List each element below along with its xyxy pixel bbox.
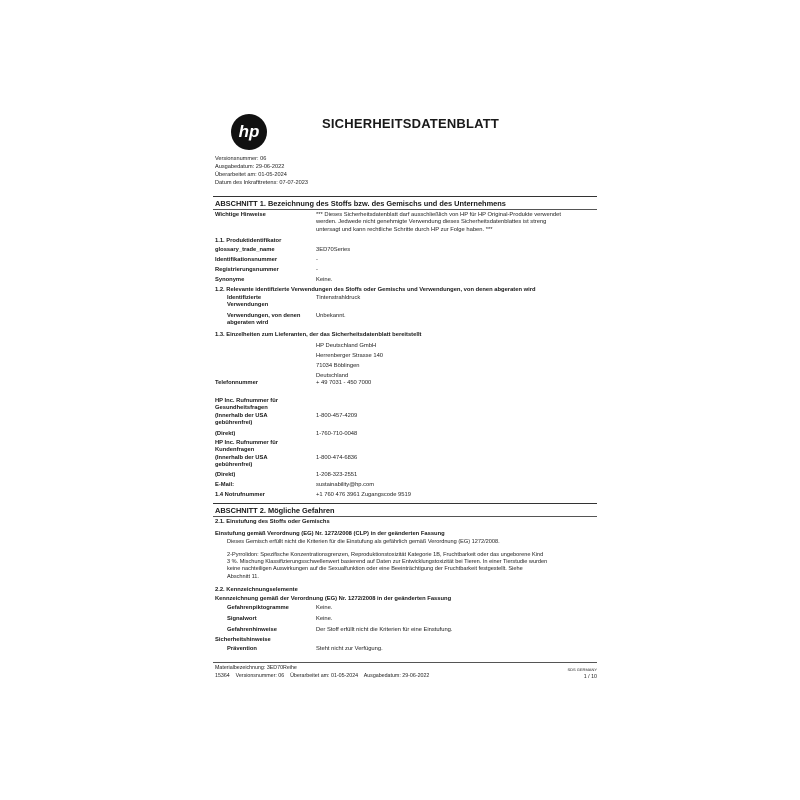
subsection-1-3: 1.3. Einzelheiten zum Lieferanten, der das Sicherheitsdatenblatt bereitstellt [215,332,422,338]
customer-direct-value: 1-208-323-2551 [316,472,358,478]
identified-uses-value: Tintenstrahldruck [316,295,361,301]
pyrrolidon-note-line: 3 %. Mischung Klassifizierungsschwellenwert basierend auf Daten zur Entwicklungstoxizität bei Tieren. In einer Tierstudie wurden [227,559,548,566]
important-notes-text [316,212,561,234]
subsection-2-1: 2.1. Einstufung des Stoffs oder Gemischs [215,519,330,525]
subsection-1-1: 1.1. Produktidentifikator [215,238,282,244]
customer-hotline-tollfree: 1-800-474-6836 [316,455,358,461]
prevention-label: Prävention [227,646,257,652]
trade-name-label: glossary_trade_name [215,247,275,253]
subsection-2-2: 2.2. Kennzeichnungselemente [215,587,298,593]
footer-left [215,664,429,680]
important-notes-line: *** Dieses Sicherheitsdatenblatt darf ausschließlich von HP für HP Original-Produkte verwendet [316,212,561,218]
document-meta [215,155,308,187]
emergency-number-value: +1 760 476 3961 Zugangscode 9519 [316,492,411,498]
registration-number-value: - [316,267,318,273]
hazard-pictograms-label: Gefahrenpiktogramme [227,605,289,611]
subsection-1-2: 1.2. Relevante identifizierte Verwendungen des Stoffs oder Gemischs und Verwendungen, von denen abgeraten wird [215,287,536,293]
effective-date: Datum des Inkrafttretens: 07-07-2023 [215,180,308,186]
discouraged-uses-label-line: Verwendungen, von denen [227,313,301,319]
prevention-value: Steht nicht zur Verfügung. [316,646,383,652]
signal-word-label: Signalwort [227,616,257,622]
hazard-statements-label: Gefahrenhinweise [227,627,277,633]
customer-hotline-label-line: gebührenfrei) [215,462,253,469]
customer-hotline-label-line: Kundenfragen [215,447,255,454]
customer-hotline-label [215,440,278,470]
address-line: 71034 Böblingen [316,363,360,369]
email-value: sustainability@hp.com [316,482,375,488]
discouraged-uses-label-line: abgeraten wird [227,320,269,327]
page-number: 1 / 10 [583,674,597,680]
discouraged-uses-label [227,313,300,328]
pyrrolidon-note-line: keine nachteiligen Auswirkungen auf die Sexualfunktion oder eine Beeinträchtigung der Fruchtbarkeit festgestellt. Siehe [227,566,523,573]
footer-sds-country: SDS GERMANY [567,667,597,672]
revision-date: Überarbeitet am: 01-05-2024 [215,172,287,178]
section2-bottom-rule [213,516,597,517]
hp-logo-text: hp [238,122,260,141]
section2-top-rule [213,503,597,504]
hp-logo [231,114,267,150]
footer-revision-info: 15364 Versionsnummer: 06 Überarbeitet am: 01-05-2024 Ausgabedatum: 29-06-2022 [215,673,430,679]
safety-statements-label: Sicherheitshinweise [215,637,271,643]
synonyms-label: Synonyme [215,277,245,283]
trade-name-value: 3ED70Series [316,247,351,253]
footer-right [540,667,597,680]
health-hotline-label [215,398,278,428]
health-hotline-label-line: HP Inc. Rufnummer für [215,398,279,404]
email-label: E-Mail: [215,482,235,488]
footer-material-name: Materialbezeichnung: 3ED70Reihe [215,665,297,671]
emergency-number-label: 1.4 Notrufnummer [215,492,265,498]
identified-uses-label [227,295,268,310]
pyrrolidon-note-line: 2-Pyrrolidon: Spezifische Konzentrationsgrenzen, Reproduktionstoxizität Kategorie 1B, Fruchtbarkeit oder das ungeborene Kind [227,552,544,558]
health-hotline-label-line: gebührenfrei) [215,420,253,427]
health-hotline-label-line: Gesundheitsfragen [215,405,268,412]
address-line: Deutschland [316,373,349,379]
health-direct-value: 1-760-710-0048 [316,431,358,437]
health-direct-label: (Direkt) [215,431,236,437]
version-number: Versionsnummer: 06 [215,156,267,162]
labeling-heading: Kennzeichnung gemäß der Verordnung (EG) Nr. 1272/2008 in der geänderten Fassung [215,596,452,602]
important-notes-line: untersagt und kann rechtliche Schritte durch HP zur Folge haben. *** [316,226,493,233]
section1-bottom-rule [213,209,597,210]
section1-top-rule [213,196,597,197]
synonyms-value: Keine. [316,277,333,283]
registration-number-label: Registrierungsnummer [215,267,279,273]
address-line: HP Deutschland GmbH [316,343,377,349]
phone-value: + 49 7031 - 450 7000 [316,380,372,386]
pyrrolidon-note-line: Abschnitt 11. [227,573,259,580]
important-notes-label: Wichtige Hinweise [215,212,266,218]
footer-rule [213,662,597,663]
identification-number-value: - [316,257,318,263]
important-notes-line: werden. Jedwede nicht genehmigte Verwendung dieses Sicherheitsdatenblattes ist streng [316,219,547,226]
issue-date: Ausgabedatum: 29-06-2022 [215,164,285,170]
section1-heading: ABSCHNITT 1. Bezeichnung des Stoffs bzw. des Gemischs und des Unternehmens [215,199,506,208]
clp-text: Dieses Gemisch erfüllt nicht die Kriterien für die Einstufung als gefährlich gemäß Verordnung (EG) 1272/2008. [227,539,500,545]
address-line: Herrenberger Strasse 140 [316,353,384,359]
customer-hotline-label-line: HP Inc. Rufnummer für [215,440,279,446]
health-hotline-tollfree: 1-800-457-4209 [316,413,358,419]
clp-heading: Einstufung gemäß Verordnung (EG) Nr. 1272/2008 (CLP) in der geänderten Fassung [215,531,445,537]
supplier-address [316,341,383,381]
discouraged-uses-value: Unbekannt. [316,313,346,319]
signal-word-value: Keine. [316,616,333,622]
hazard-statements-value: Der Stoff erfüllt nicht die Kriterien für eine Einstufung. [316,627,453,633]
identified-uses-label-line: Identifizierte [227,295,262,301]
phone-label: Telefonnummer [215,380,259,386]
customer-direct-label: (Direkt) [215,472,236,478]
customer-hotline-label-line: (Innerhalb der USA [215,454,268,461]
hazard-pictograms-value: Keine. [316,605,333,611]
identification-number-label: Identifikationsnummer [215,257,278,263]
identified-uses-label-line: Verwendungen [227,302,269,309]
health-hotline-label-line: (Innerhalb der USA [215,412,268,419]
section2-heading: ABSCHNITT 2. Mögliche Gefahren [215,506,335,515]
pyrrolidon-note [227,552,547,581]
page-title: SICHERHEITSDATENBLATT [322,116,500,131]
